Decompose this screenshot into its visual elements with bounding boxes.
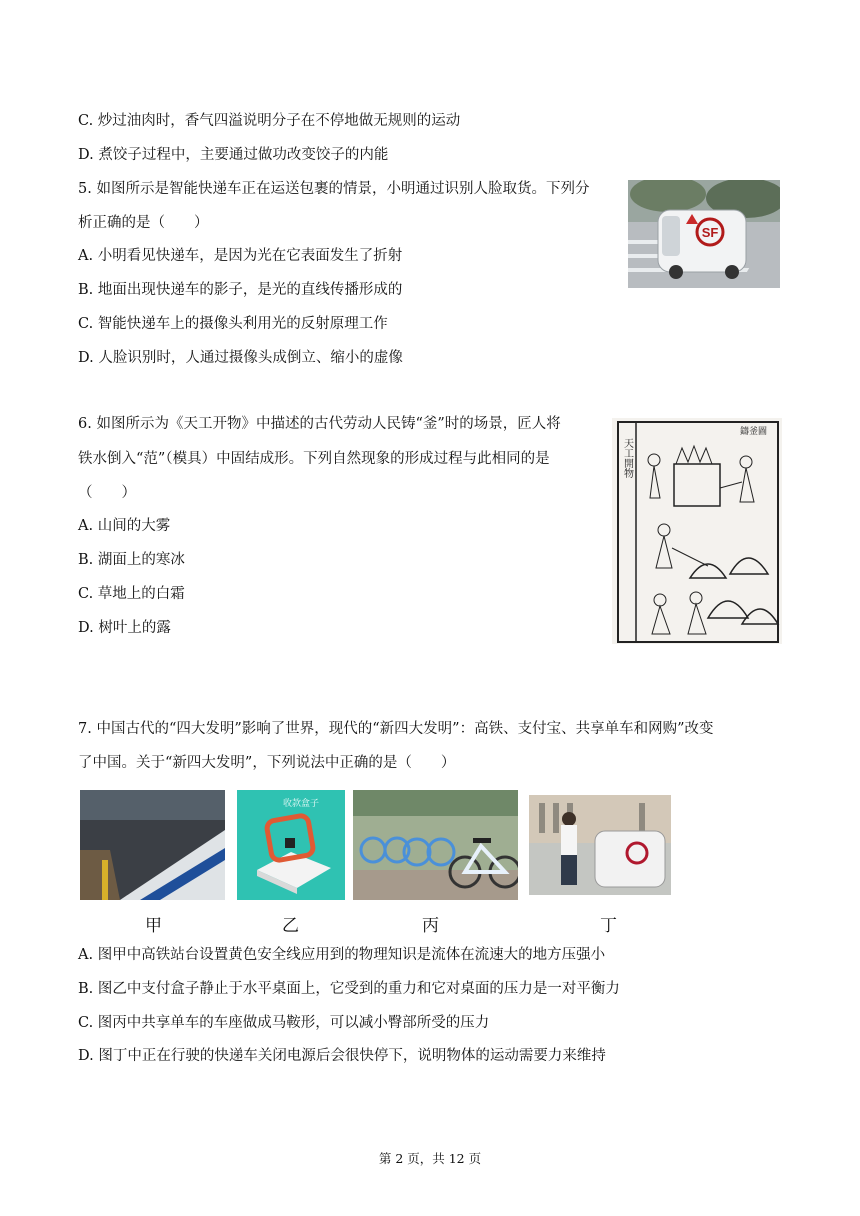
q7-stem-line2: 了中国。关于“新四大发明”，下列说法中正确的是（ ） <box>78 755 456 771</box>
sf-logo-text: SF <box>701 225 719 240</box>
q6-option-b: B. 湖面上的寒冰 <box>78 552 185 568</box>
q4-option-d: D. 煮饺子过程中，主要通过做功改变饺子的内能 <box>78 147 389 163</box>
q5-stem-line2: 析正确的是（ ） <box>78 215 209 231</box>
q5-option-d: D. 人脸识别时，人通过摄像头成倒立、缩小的虚像 <box>78 350 403 366</box>
caption-yi: 乙 <box>282 916 299 936</box>
q6-stem-line3: （ ） <box>78 485 136 501</box>
page-footer: 第 2 页，共 12 页 <box>378 1151 482 1166</box>
q7-option-a: A. 图甲中高铁站台设置黄色安全线应用到的物理知识是流体在流速大的地方压强小 <box>78 947 606 963</box>
q7-option-c: C. 图丙中共享单车的车座做成马鞍形，可以减小臀部所受的压力 <box>78 1015 490 1031</box>
q6-option-a: A. 山间的大雾 <box>78 518 171 534</box>
q6-option-c: C. 草地上的白霜 <box>78 586 185 602</box>
illustration-corner-text: 鑄釜圖 <box>740 427 768 437</box>
q5-option-c: C. 智能快递车上的摄像头利用光的反射原理工作 <box>78 316 388 332</box>
q5-option-b: B. 地面出现快递车的影子，是光的直线传播形成的 <box>78 282 403 298</box>
q6-stem-line2: 铁水倒入“范”（模具）中固结成形。下列自然现象的形成过程与此相同的是 <box>78 451 550 467</box>
q4-option-c: C. 炒过油肉时，香气四溢说明分子在不停地做无规则的运动 <box>78 113 461 129</box>
q7-stem-line1: 7. 中国古代的“四大发明”影响了世界，现代的“新四大发明”：高铁、支付宝、共享单车和网购”改变 <box>78 721 714 737</box>
tiangong-kaiwu-illustration <box>612 418 782 644</box>
high-speed-rail-photo <box>80 790 225 900</box>
payment-box-photo <box>237 790 345 900</box>
q6-stem-line1: 6. 如图所示为《天工开物》中描述的古代劳动人民铸“釜”时的场景，匠人将 <box>78 416 561 432</box>
delivery-vehicle-photo <box>628 180 780 288</box>
q5-option-a: A. 小明看见快递车，是因为光在它表面发生了折射 <box>78 248 403 264</box>
illustration-side-text: 天工開物 <box>621 438 633 478</box>
q6-option-d: D. 树叶上的露 <box>78 620 171 636</box>
caption-bing: 丙 <box>422 916 439 936</box>
shared-bikes-photo <box>353 790 518 900</box>
delivery-robot-photo <box>529 795 671 895</box>
q7-option-d: D. 图丁中正在行驶的快递车关闭电源后会很快停下，说明物体的运动需要力来维持 <box>78 1048 606 1064</box>
caption-jia: 甲 <box>145 916 162 936</box>
caption-ding: 丁 <box>600 916 617 936</box>
q7-option-b: B. 图乙中支付盒子静止于水平桌面上，它受到的重力和它对桌面的压力是一对平衡力 <box>78 981 620 997</box>
pay-box-text: 收款盒子 <box>283 799 320 809</box>
q5-stem-line1: 5. 如图所示是智能快递车正在运送包裹的情景，小明通过识别人脸取货。下列分 <box>78 181 590 197</box>
